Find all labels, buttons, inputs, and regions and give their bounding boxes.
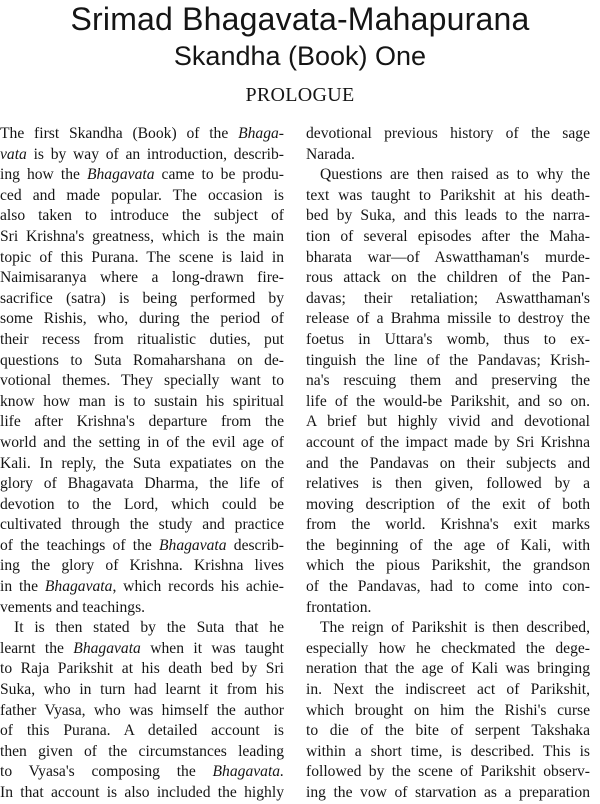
text-line [0,495,284,516]
text-segment: then given of the circumstances leading [0,742,284,760]
text-segment: rous attack on the children of the Pan- [306,269,590,287]
text-segment: devotional previous history of the sage [306,125,590,142]
text-line [0,206,284,227]
text-segment: of the Pandavas, had to come into con- [306,578,590,596]
text-line [306,330,590,351]
text-segment: foetus in Uttara's womb, thus to ex- [306,330,590,348]
text-line [306,206,590,227]
text-segment: father Vyasa, who was himself the author [0,701,284,719]
text-segment: Kali. In reply, the Suta expatiates on the [0,454,284,472]
text-line [0,330,284,351]
text-line [306,186,590,207]
text-line [306,371,590,392]
italic-text: Bhagavata [44,578,113,596]
text-line [0,289,284,310]
text-line [0,412,284,433]
text-line [306,495,590,516]
text-segment: bharata war—of Aswatthaman's murde- [306,248,590,266]
text-line [306,659,590,680]
text-line [306,536,590,557]
text-segment: Naimisaranya where a long-drawn fire- [0,269,284,287]
text-segment: life of the would-be Parikshit, and so on. [306,392,590,410]
italic-text: vata [0,145,27,163]
text-line [0,474,284,495]
text-segment: , which records his achie- [112,578,284,596]
text-segment: release of a Brahma missile to destroy the [306,310,590,328]
text-segment: The first Skandha (Book) of the [0,125,239,142]
text-segment: glory of Bhagavata Dharma, the life of [0,475,284,493]
text-segment: Sri Krishna's greatness, which is the main [0,227,284,245]
text-line [306,145,590,166]
text-line [306,577,590,598]
text-segment: The reign of Parikshit is then described, [320,619,590,637]
text-segment: vements and teachings. [0,598,146,616]
text-line [306,412,590,433]
text-line [306,248,590,269]
text-line [0,186,284,207]
text-segment: ced and made popular. The occasion is [0,186,284,204]
text-line [306,454,590,475]
text-line [0,433,284,454]
section-heading: PROLOGUE [245,84,355,106]
text-line [306,721,590,742]
text-segment: topic of this Purana. The scene is laid in [0,248,284,266]
text-segment: Narada. [306,145,355,163]
text-segment: and the Pandavas on their subjects and [306,454,590,472]
text-segment: especially how he checkmated the dege- [306,639,590,657]
text-line [0,454,284,475]
text-line [306,618,590,639]
text-segment: frontation. [306,598,372,616]
text-line [0,351,284,372]
text-line [0,721,284,742]
text-line [0,124,284,145]
text-segment: to die of the bite of serpent Takshaka [306,722,590,740]
text-line [306,556,590,577]
text-segment: their recess from ritualistic duties, put [0,330,284,348]
text-line [306,639,590,660]
text-line [0,598,284,619]
italic-text: Bhagavata [86,166,155,184]
text-segment: which brought on him the Rishi's curse [306,701,590,719]
left-text-column [0,124,284,804]
text-line [0,309,284,330]
text-line [306,598,590,619]
text-segment: of this Purana. A detailed account is [0,722,284,740]
text-line [0,639,284,660]
text-segment: describ- [226,536,284,554]
text-line [0,248,284,269]
text-segment: when it was taught [140,639,284,657]
text-line [0,371,284,392]
text-line [0,145,284,166]
text-segment: ing the glory of Krishna. Krishna lives [0,557,284,575]
page-subtitle: Skandha (Book) One [173,41,427,71]
text-line [306,165,590,186]
text-line [306,742,590,763]
text-segment: in the [0,578,45,596]
text-segment: in. Next the indiscreet act of Parikshit, [306,681,590,699]
text-line [306,762,590,783]
text-line [0,268,284,289]
text-line [306,474,590,495]
text-segment: account of the impact made by Sri Krishna [306,433,590,451]
text-segment: relatives is then given, followed by a [306,475,590,493]
text-line [306,783,590,804]
text-segment: learnt the [0,639,74,657]
text-line [0,556,284,577]
text-line [306,392,590,413]
page-title: Srimad Bhagavata-Mahapurana [70,1,530,37]
text-segment: davas; their retaliation; Aswatthaman's [306,289,590,307]
text-segment: sacrifice (satra) is being performed by [0,289,284,307]
text-line [0,762,284,783]
text-segment: It is then stated by the Suta that he [14,619,284,637]
text-segment: cultivated through the study and practice [0,516,284,534]
text-segment: also taken to introduce the subject of [0,207,284,225]
text-segment: tion of several episodes after the Maha- [306,227,590,245]
text-line [0,392,284,413]
text-segment: text was taught to Parikshit at his death- [306,186,590,204]
text-segment: In that account is also included the highly [0,784,284,801]
italic-text: Bhaga- [238,125,284,142]
text-line [0,618,284,639]
text-segment: neration that the age of Kali was bringing [306,660,590,678]
text-segment: world and the setting in of the evil age of [0,433,284,451]
text-line [0,165,284,186]
text-segment: Questions are then raised as to why the [320,166,590,184]
text-segment: know how man is to sustain his spiritual [0,392,284,410]
text-line [306,433,590,454]
text-segment: moving description of the exit of both [306,495,590,513]
text-line [0,515,284,536]
text-segment: from the world. Krishna's exit marks [306,516,590,534]
italic-text: Bhagavata [73,639,141,657]
text-segment: followed by the scene of Parikshit observ- [306,763,590,781]
text-segment: came to be produ- [154,166,284,184]
text-segment: to Vyasa's composing the [0,763,213,781]
text-segment: tinguish the line of the Pandavas; Krish- [306,351,590,369]
text-line [306,268,590,289]
text-segment: within a short time, is described. This is [306,742,590,760]
italic-text: Bhagavata [159,536,227,554]
text-segment: which the pious Parikshit, the grandson [306,557,590,575]
text-segment: of the teachings of the [0,536,159,554]
text-segment: na's rescuing them and preserving the [306,372,590,390]
text-segment: ing how the [0,166,87,184]
text-segment: bed by Suka, and this leads to the narra- [306,207,590,225]
text-segment: questions to Suta Romaharshana on de- [0,351,284,369]
text-line [306,680,590,701]
text-line [306,351,590,372]
text-line [306,309,590,330]
text-segment: some Rishis, who, during the period of [0,310,284,328]
text-segment: ing the vow of starvation as a preparation [306,784,590,801]
text-line [306,515,590,536]
text-line [0,536,284,557]
text-segment: votional themes. They specially want to [0,372,284,390]
right-text-column [306,124,590,804]
text-segment: is by way of an introduction, describ- [26,145,284,163]
text-line [0,680,284,701]
text-segment: devotion to the Lord, which could be [0,495,284,513]
text-segment: the beginning of the age of Kali, with [306,536,590,554]
italic-text: Bhagavata. [212,763,284,781]
text-line [0,577,284,598]
text-segment: A brief but highly vivid and devotional [306,413,590,431]
text-segment: Suka, who in turn had learnt it from his [0,681,284,699]
text-line [0,227,284,248]
text-line [0,742,284,763]
text-line [306,289,590,310]
text-line [306,124,590,145]
text-line [306,227,590,248]
text-line [0,783,284,804]
text-segment: to Raja Parikshit at his death bed by Sri [0,660,284,678]
text-line [0,659,284,680]
text-segment: life after Krishna's departure from the [0,413,284,431]
text-line [0,701,284,722]
text-line [306,701,590,722]
